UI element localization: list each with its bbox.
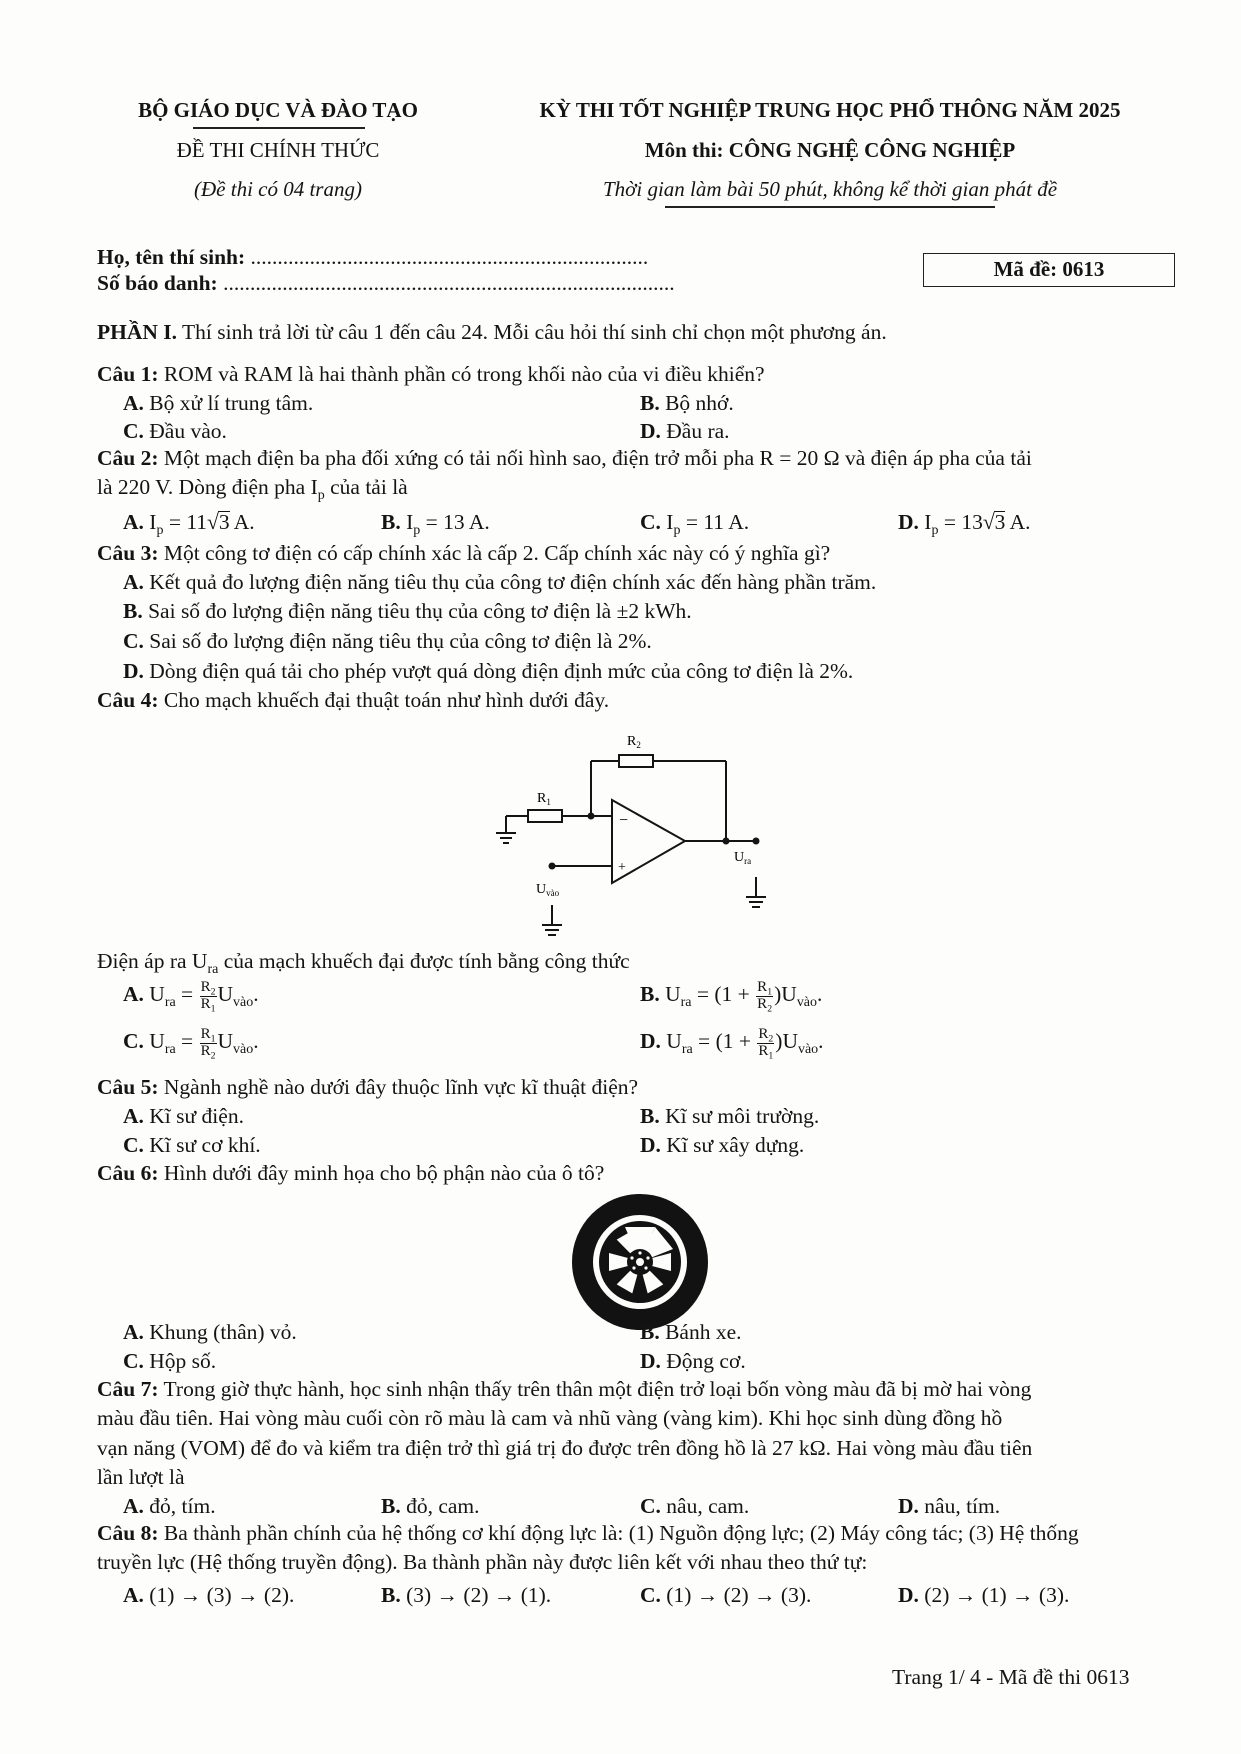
q5-option-b[interactable]: B. Kĩ sư môi trường. [640, 1104, 820, 1128]
exam-title: KỲ THI TỐT NGHIỆP TRUNG HỌC PHỔ THÔNG NĂM 2025 [539, 98, 1121, 122]
question-4 [97, 688, 609, 713]
candidate-name-row [97, 245, 648, 270]
wheel-icon [570, 1192, 710, 1332]
question-3-label: Câu 3: [97, 541, 159, 565]
q4-option-b[interactable]: B. $U_{ra} = (1$ + $\frac{R_1}{R_2}$ )$U_{vào}$. [640, 979, 823, 1015]
q2-option-d[interactable]: D. $I_p = 13√3$ A. [898, 510, 1031, 538]
part1-title: PHẦN I. [97, 320, 178, 344]
q3-option-b[interactable]: B. Sai số đo lượng điện năng tiêu thụ của công tơ điện là ±2 kWh. [123, 599, 692, 623]
question-4-label: Câu 4: [97, 688, 159, 712]
question-8-line2: truyền lực (Hệ thống truyền động). Ba thành phần này được liên kết với nhau theo thứ tự: [97, 1550, 868, 1574]
resistor-r2 [619, 755, 653, 767]
op-amp-circuit-diagram [490, 725, 780, 945]
question-2-label: Câu 2: [97, 446, 159, 470]
question-5 [97, 1075, 638, 1100]
q1-option-a[interactable]: A. Bộ xử lí trung tâm. [123, 391, 314, 415]
q7-option-c[interactable]: C. nâu, cam. [640, 1494, 750, 1518]
official-label: ĐỀ THI CHÍNH THỨC [176, 138, 380, 162]
candidate-name-label: Họ, tên thí sinh: [97, 245, 246, 269]
q3-option-a[interactable]: A. Kết quả đo lượng điện năng tiêu thụ của công tơ điện chính xác đến hàng phần trăm. [123, 570, 877, 594]
candidate-id-field[interactable]: .................................................................................... [223, 271, 675, 295]
question-1-text: ROM và RAM là hai thành phần có trong khối nào của vi điều khiển? [163, 362, 765, 386]
question-6 [97, 1161, 604, 1186]
label-r1: $R_1$ [537, 791, 551, 807]
exam-subject: Môn thi: CÔNG NGHỆ CÔNG NGHIỆP [644, 138, 1016, 162]
question-7 [97, 1377, 1031, 1402]
label-u-in: $U_{vào}$ [536, 882, 560, 898]
question-5-text: Ngành nghề nào dưới đây thuộc lĩnh vực kĩ thuật điện? [163, 1075, 639, 1099]
candidate-name-field[interactable]: .......................................................................... [250, 245, 649, 269]
q5-option-a[interactable]: A. Kĩ sư điện. [123, 1104, 244, 1128]
question-7-line3: vạn năng (VOM) để đo và kiểm tra điện trở thì giá trị đo được trên đồng hồ là 27 kΩ. Hai vòng màu đầu tiên [97, 1436, 1033, 1460]
question-5-label: Câu 5: [97, 1075, 159, 1099]
q2-option-a[interactable]: A. $I_p = 11√3$ A. [123, 510, 255, 538]
q7-option-d[interactable]: D. nâu, tím. [898, 1494, 1001, 1518]
q4-option-a[interactable]: A. $U_{ra}$ = $\frac{R_2}{R_1}$ $U_{vào}$. [123, 979, 259, 1015]
question-6-label: Câu 6: [97, 1161, 159, 1185]
question-7-line2: màu đầu tiên. Hai vòng màu cuối còn rõ màu là cam và nhũ vàng (vàng kim). Khi học sinh dùng đồng hồ [97, 1406, 1003, 1430]
q6-option-a[interactable]: A. Khung (thân) vỏ. [123, 1320, 297, 1344]
q2-option-b[interactable]: B. $I_p = 13$ A. [381, 510, 490, 538]
q6-option-b[interactable]: B. Bánh xe. [640, 1320, 742, 1344]
question-7-text-line1: Trong giờ thực hành, học sinh nhận thấy trên thân một điện trở loại bốn vòng màu đã bị mờ hai vòng [163, 1377, 1032, 1401]
question-1-label: Câu 1: [97, 362, 159, 386]
q8-option-a[interactable]: A. (1) → (3) → (2). [123, 1583, 295, 1607]
ministry-underline [193, 127, 365, 129]
q7-option-a[interactable]: A. đỏ, tím. [123, 1494, 216, 1518]
input-terminal [549, 863, 556, 870]
candidate-id-label: Số báo danh: [97, 271, 218, 295]
time-underline [665, 206, 995, 208]
question-2-line2: là 220 V. Dòng điện pha $I_p$ của tải là [97, 475, 408, 503]
q7-option-b[interactable]: B. đỏ, cam. [381, 1494, 480, 1518]
q6-option-d[interactable]: D. Động cơ. [640, 1349, 746, 1373]
question-1 [97, 362, 765, 387]
q1-option-b[interactable]: B. Bộ nhớ. [640, 391, 734, 415]
q1-option-d[interactable]: D. Đầu ra. [640, 419, 730, 443]
q6-option-c[interactable]: C. Hộp số. [123, 1349, 217, 1373]
question-2-text-line1: Một mạch điện ba pha đối xứng có tải nối hình sao, điện trở mỗi pha R = 20 Ω và điện áp pha của tải [163, 446, 1032, 470]
question-4-stem: Điện áp ra $U_{ra}$ của mạch khuếch đại được tính bằng công thức [97, 949, 630, 977]
question-7-line4: lần lượt là [97, 1465, 185, 1489]
q4-option-c[interactable]: C. $U_{ra}$ = $\frac{R_1}{R_2}$ $U_{vào}$. [123, 1026, 259, 1062]
resistor-r1 [528, 810, 562, 822]
question-7-label: Câu 7: [97, 1377, 159, 1401]
plus-sign: + [618, 860, 626, 875]
part1-heading [97, 320, 887, 345]
question-8 [97, 1521, 1079, 1546]
q3-option-d[interactable]: D. Dòng điện quá tải cho phép vượt quá dòng điện định mức của công tơ điện là 2%. [123, 659, 854, 683]
exam-code-box: Mã đề: 0613 [923, 253, 1175, 287]
q8-option-d[interactable]: D. (2) → (1) → (3). [898, 1583, 1070, 1607]
q3-option-c[interactable]: C. Sai số đo lượng điện năng tiêu thụ của công tơ điện là 2%. [123, 629, 652, 653]
question-4-text: Cho mạch khuếch đại thuật toán như hình dưới đây. [163, 688, 610, 712]
q4-option-d[interactable]: D. $U_{ra} = (1$ + $\frac{R_2}{R_1}$ )$U_{vào}$. [640, 1026, 824, 1062]
q5-option-c[interactable]: C. Kĩ sư cơ khí. [123, 1133, 261, 1157]
part1-instructions: Thí sinh trả lời từ câu 1 đến câu 24. Mỗi câu hỏi thí sinh chỉ chọn một phương án. [182, 320, 887, 344]
label-r2: $R_2$ [627, 734, 641, 750]
q5-option-d[interactable]: D. Kĩ sư xây dựng. [640, 1133, 805, 1157]
question-3-text: Một công tơ điện có cấp chính xác là cấp 2. Cấp chính xác này có ý nghĩa gì? [163, 541, 831, 565]
ministry-name: BỘ GIÁO DỤC VÀ ĐÀO TẠO [138, 98, 418, 122]
question-6-text: Hình dưới đây minh họa cho bộ phận nào của ô tô? [163, 1161, 605, 1185]
output-terminal [753, 838, 760, 845]
junction-node-inverting [588, 813, 595, 820]
question-8-text-line1: Ba thành phần chính của hệ thống cơ khí động lực là: (1) Nguồn động lực; (2) Máy công tác; (3) Hệ thống [163, 1521, 1079, 1545]
q8-option-b[interactable]: B. (3) → (2) → (1). [381, 1583, 552, 1607]
time-note: Thời gian làm bài 50 phút, không kể thời gian phát đề [602, 177, 1058, 201]
pages-note: (Đề thi có 04 trang) [194, 177, 362, 201]
question-3 [97, 541, 830, 566]
q8-option-c[interactable]: C. (1) → (2) → (3). [640, 1583, 812, 1607]
q1-option-c[interactable]: C. Đầu vào. [123, 419, 227, 443]
page-footer: Trang 1/ 4 - Mã đề thi 0613 [892, 1665, 1130, 1689]
label-u-out: $U_{ra}$ [734, 850, 752, 866]
question-8-label: Câu 8: [97, 1521, 159, 1545]
question-2 [97, 446, 1032, 471]
candidate-id-row [97, 271, 675, 296]
junction-node-output [723, 838, 730, 845]
minus-sign: − [619, 812, 629, 829]
q2-option-c[interactable]: C. $I_p = 11$ A. [640, 510, 750, 538]
